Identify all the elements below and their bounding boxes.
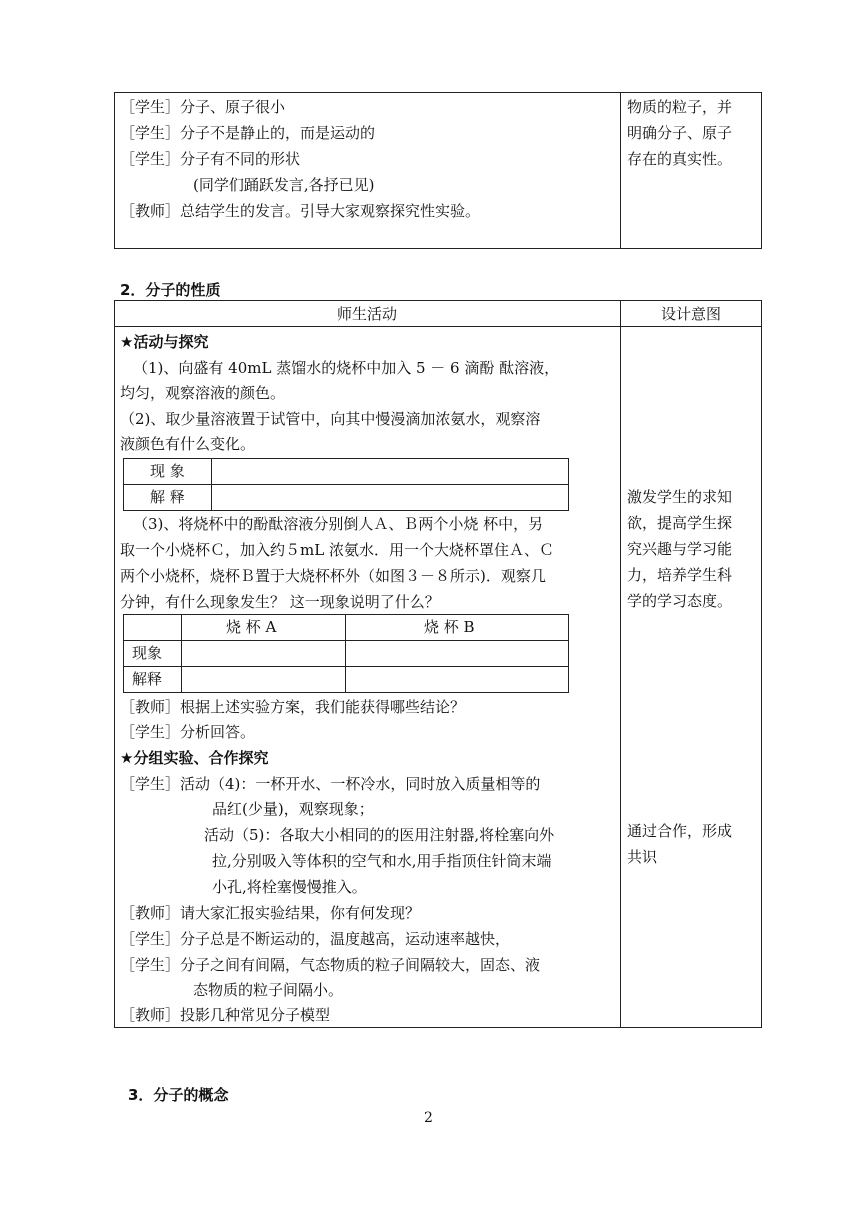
activity5-line-2: 拉,分别吸入等体积的空气和水,用手指顶住针筒末端 — [212, 852, 552, 870]
main-table-header-line — [114, 326, 762, 327]
top-table-divider — [620, 92, 621, 249]
intent1-line-3: 究兴趣与学习能 — [627, 540, 733, 558]
obs1-explanation-label: 解 释 — [150, 488, 185, 506]
header-right: 设计意图 — [660, 305, 721, 323]
activity4-line-2: 品红(少量)，观察现象； — [212, 800, 374, 818]
student-line-1: ［学生］分析回答。 — [120, 723, 256, 741]
p1-line-1: （1)、向盛有 40mL 蒸馏水的烧杯中加入 5 － 6 滴酚 酞溶液， — [133, 359, 560, 377]
star-group-experiment: ★分组实验、合作探究 — [120, 749, 269, 767]
intent1-line-2: 欲，提高学生探 — [627, 514, 733, 532]
obs-table-2-row-line-1 — [123, 640, 569, 641]
student-line-3b: 态物质的粒子间隔小。 — [193, 981, 344, 999]
p3-line-3: 两个小烧杯，烧杯Ｂ置于大烧杯杯外（如图３－８所示)．观察几 — [120, 567, 546, 585]
section2-heading: 2．分子的性质 — [120, 281, 221, 299]
intent2-line-2: 共识 — [627, 848, 658, 866]
obs-table-2-col-line-2 — [345, 614, 346, 693]
main-table-divider — [620, 300, 621, 1028]
obs-table-2-col-line-1 — [181, 614, 182, 693]
obs1-phenomenon-label: 现 象 — [150, 462, 185, 480]
page-number: 2 — [424, 1110, 433, 1126]
student-line-2: ［学生］分子总是不断运动的，温度越高，运动速率越快， — [120, 930, 511, 948]
intent2-line-1: 通过合作，形成 — [627, 822, 733, 840]
top-intent-2: 明确分子、原子 — [627, 124, 733, 142]
top-intent-3: 存在的真实性。 — [627, 150, 733, 168]
beaker-b-header: 烧 杯 B — [424, 618, 475, 636]
top-line-2: ［学生］分子不是静止的，而是运动的 — [120, 124, 376, 142]
top-line-5: ［教师］总结学生的发言。引导大家观察探究性实验。 — [120, 202, 481, 220]
section3-heading: 3．分子的概念 — [128, 1086, 229, 1104]
obs2-explanation-label: 解释 — [132, 670, 163, 688]
obs-table-1-row-line — [123, 484, 569, 485]
p3-line-1: （3)、将烧杯中的酚酞溶液分别倒人Ａ、Ｂ两个小烧 杯中，另 — [133, 515, 544, 533]
activity4-line-1: ［学生］活动（4)：一杯开水、一杯冷水，同时放入质量相等的 — [120, 775, 541, 793]
header-left: 师生活动 — [336, 305, 397, 323]
top-line-3: ［学生］分子有不同的形状 — [120, 150, 301, 168]
teacher-line-2: ［教师］请大家汇报实验结果，你有何发现？ — [120, 904, 421, 922]
teacher-line-3: ［教师］投影几种常见分子模型 — [120, 1006, 331, 1024]
top-line-1: ［学生］分子、原子很小 — [120, 98, 286, 116]
intent1-line-1: 激发学生的求知 — [627, 488, 733, 506]
activity5-line-3: 小孔,将栓塞慢慢推入。 — [212, 878, 367, 896]
obs2-phenomenon-label: 现象 — [132, 644, 163, 662]
top-line-4: (同学们踊跃发言,各抒已见) — [193, 176, 375, 194]
p3-line-4: 分钟，有什么现象发生？ 这一现象说明了什么？ — [120, 593, 440, 611]
beaker-a-header: 烧 杯 A — [226, 618, 277, 636]
teacher-line-1: ［教师］根据上述实验方案，我们能获得哪些结论？ — [120, 698, 466, 716]
student-line-3a: ［学生］分子之间有间隔，气态物质的粒子间隔较大，固态、液 — [120, 956, 541, 974]
obs-table-2-row-line-2 — [123, 666, 569, 667]
intent1-line-4: 力，培养学生科 — [627, 566, 733, 584]
p2-line-2: 液颜色有什么变化。 — [120, 435, 256, 453]
p2-line-1: （2)、取少量溶液置于试管中，向其中慢漫滴加浓氨水，观察溶 — [120, 410, 541, 428]
obs-table-1-col-line — [211, 458, 212, 511]
p1-line-2: 均匀，观察溶液的颜色。 — [120, 384, 286, 402]
star-activity: ★活动与探究 — [120, 333, 209, 351]
activity5-line-1: 活动（5)：各取大小相同的的医用注射器,将栓塞向外 — [204, 826, 555, 844]
top-intent-1: 物质的粒子，并 — [627, 98, 733, 116]
intent1-line-5: 学的学习态度。 — [627, 592, 733, 610]
observation-table-2 — [123, 614, 569, 693]
p3-line-2: 取一个小烧杯Ｃ，加入约５mL 浓氨水．用一个大烧杯罩住Ａ、Ｃ — [120, 541, 554, 559]
